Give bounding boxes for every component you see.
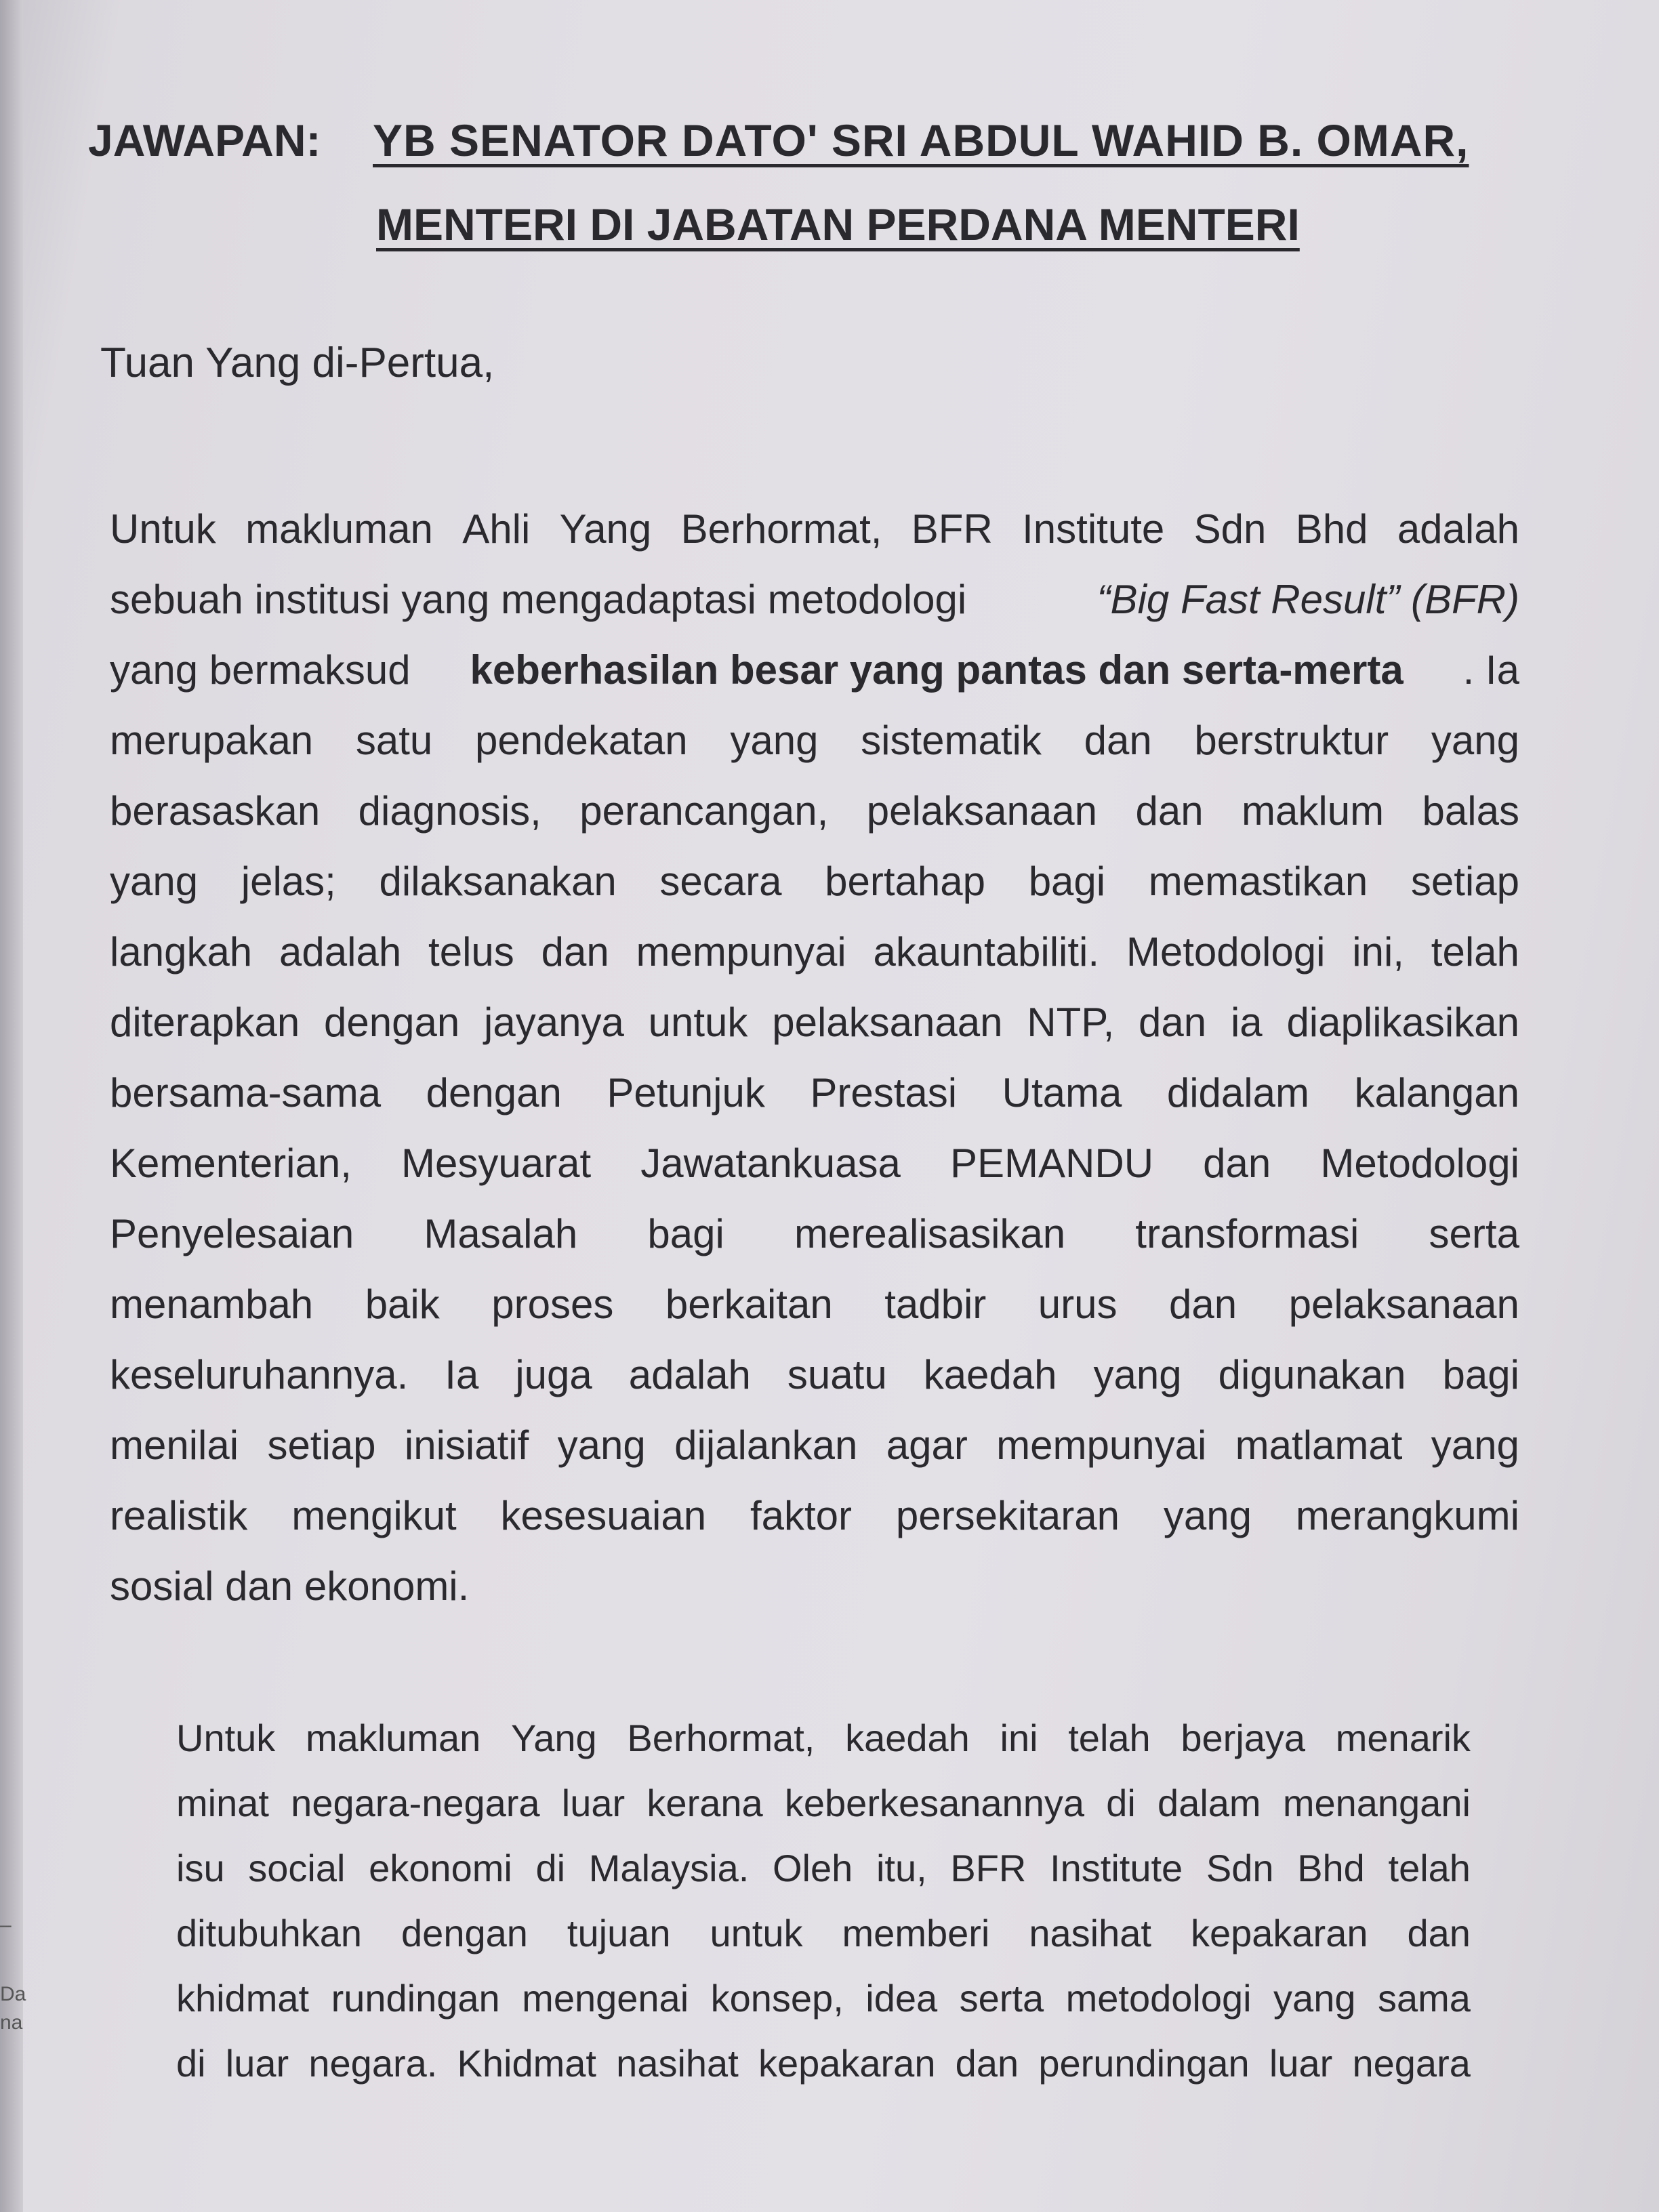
paragraph-2 [176,1705,1471,2095]
word: ini [1000,1716,1038,1759]
page-edge-shadow [0,0,23,2212]
word: maklum [1242,787,1385,834]
word: yang [1093,1351,1182,1397]
word: khidmat [176,1976,310,2020]
word: kaedah [845,1716,970,1759]
word: kaedah [923,1351,1057,1397]
word: Oleh [773,1846,853,1889]
word: rundingan [331,1976,500,2020]
word: Yang [511,1716,597,1759]
word: secara [659,858,782,904]
word: mengenai [522,1976,689,2020]
word: transformasi [1135,1210,1359,1256]
word: negara [1352,2041,1471,2085]
word: untuk [710,1911,803,1954]
word: yang [557,1422,646,1468]
word: dilaksanakan [379,858,617,904]
paragraph-line [176,1705,1471,1770]
word: social [248,1846,346,1889]
word: diagnosis, [358,787,541,834]
word: satu [355,717,433,763]
word: jelas; [241,858,336,904]
word: di [176,2041,206,2085]
paragraph-1 [110,493,1519,1621]
bold-definition: keberhasilan besar yang pantas dan serta-merta [470,647,1404,693]
word: keseluruhannya. [110,1351,409,1397]
word: setiap [267,1422,376,1468]
paragraph-line [110,493,1519,564]
word: minat [176,1781,269,1824]
paragraph-line [176,2030,1471,2095]
word: Berhormat, [680,506,882,552]
word: berasaskan [110,787,321,834]
paragraph-line [110,1128,1519,1198]
word: yang [1431,1422,1519,1468]
word: urus [1038,1281,1118,1327]
adjacent-page-fragment [0,1911,26,2037]
word: yang [1273,1976,1356,2020]
word: di [1106,1781,1136,1824]
word: Utama [1002,1069,1122,1115]
paragraph-line [110,1480,1519,1551]
text-run: . Ia [1462,647,1519,693]
word: ditubuhkan [176,1911,363,1954]
word: matlamat [1235,1422,1403,1468]
word: agar [886,1422,968,1468]
word: dalam [1158,1781,1261,1824]
word: luar [1269,2041,1333,2085]
paragraph-line [110,1551,1519,1621]
word: ini, [1352,928,1404,975]
word: Khidmat [457,2041,596,2085]
word: BFR [950,1846,1027,1889]
word: bagi [1028,858,1106,904]
word: memberi [842,1911,990,1954]
word: Malaysia. [588,1846,750,1889]
word: serta [1429,1210,1519,1256]
word: proses [491,1281,614,1327]
margin-text: Da [0,1983,26,2005]
word: pendekatan [475,717,688,763]
paragraph-line [110,1269,1519,1339]
word: setiap [1410,858,1519,904]
word: diterapkan [110,999,300,1045]
word: mempunyai [636,928,846,975]
word: telah [1431,928,1519,975]
paragraph-line [110,846,1519,916]
margin-text: na [0,2011,23,2034]
text-run: sebuah institusi yang mengadaptasi metodologi [110,576,967,622]
word: negara-negara [291,1781,540,1824]
word: itu, [876,1846,927,1889]
word: tujuan [567,1911,671,1954]
word: inisiatif [404,1422,529,1468]
word: dan [1139,999,1207,1045]
word: makluman [245,506,433,552]
word: Ahli [462,506,531,552]
word: Untuk [110,506,216,552]
salutation: Tuan Yang di-Pertua, [100,340,495,386]
word: keberkesanannya [784,1781,1084,1824]
paragraph-line [110,1410,1519,1480]
heading-minister-title: MENTERI DI JABATAN PERDANA MENTERI [376,199,1300,249]
word: merangkumi [1295,1492,1519,1538]
word: berjaya [1181,1716,1306,1759]
word: Bhd [1295,506,1368,552]
paragraph-line [176,1965,1471,2030]
word: digunakan [1218,1351,1406,1397]
word: berstruktur [1194,717,1389,763]
word: akauntabiliti. [873,928,1100,975]
word: isu [176,1846,225,1889]
word: Metodologi [1320,1140,1519,1186]
word: dijalankan [674,1422,858,1468]
paragraph-line [176,1900,1471,1965]
word: Sdn [1193,506,1267,552]
word: memastikan [1148,858,1368,904]
word: makluman [306,1716,481,1759]
word: menambah [110,1281,314,1327]
word: bertahap [825,858,986,904]
word: baik [365,1281,440,1327]
word: negara. [308,2041,438,2085]
word: adalah [1397,506,1519,552]
word: dan [1407,1911,1471,1954]
word: dengan [324,999,460,1045]
word: Yang [559,506,652,552]
word: Ia [445,1351,479,1397]
word: konsep, [710,1976,844,2020]
paragraph-line [110,705,1519,775]
word: pelaksanaan [866,787,1098,834]
word: kepakaran [758,2041,936,2085]
word: Penyelesaian [110,1210,354,1256]
word: menarik [1335,1716,1471,1759]
word: kerana [647,1781,763,1824]
word: kalangan [1354,1069,1519,1115]
text-run: yang bermaksud [110,647,411,693]
word: Metodologi [1126,928,1326,975]
word: Institute [1022,506,1165,552]
word: Kementerian, [110,1140,352,1186]
word: dan [1084,717,1152,763]
italic-term: “Big Fast Result” (BFR) [1097,576,1519,622]
word: metodologi [1065,1976,1252,2020]
word: sama [1377,1976,1471,2020]
word: berkaitan [665,1281,833,1327]
word: suatu [787,1351,887,1397]
word: yang [1431,717,1519,763]
word: Mesyuarat [401,1140,592,1186]
word: merealisasikan [794,1210,1066,1256]
word: dan [541,928,609,975]
paragraph-line [110,916,1519,987]
word: telah [1068,1716,1151,1759]
word: dan [955,2041,1019,2085]
word: pelaksanaan [772,999,1003,1045]
word: dengan [401,1911,528,1954]
paragraph-line [176,1770,1471,1835]
word: dan [1169,1281,1237,1327]
word: telus [428,928,514,975]
paragraph-line [110,1057,1519,1128]
word: dan [1135,787,1204,834]
word: perancangan, [579,787,829,834]
heading-minister-name: YB SENATOR DATO' SRI ABDUL WAHID B. OMAR, [373,115,1469,165]
word: Institute [1050,1846,1183,1889]
word: sistematik [861,717,1042,763]
word: Bhd [1297,1846,1365,1889]
paragraph-line [110,775,1519,846]
word: luar [225,2041,289,2085]
word: yang [110,858,199,904]
word: yang [730,717,819,763]
word: Berhormat, [627,1716,815,1759]
word: PEMANDU [950,1140,1154,1186]
word: adalah [628,1351,751,1397]
word: diaplikasikan [1286,999,1519,1045]
word: faktor [750,1492,852,1538]
word: pelaksanaan [1288,1281,1519,1327]
word: realistik [110,1492,248,1538]
paragraph-line [110,1198,1519,1269]
paragraph-line [176,1835,1471,1900]
word: serta [959,1976,1044,2020]
word: idea [865,1976,938,2020]
word: juga [515,1351,592,1397]
word: menangani [1282,1781,1471,1824]
word: Jawatankuasa [640,1140,901,1186]
paragraph-line [110,564,1519,634]
word: persekitaran [895,1492,1120,1538]
word: Untuk [176,1716,276,1759]
paragraph-line [110,1339,1519,1410]
heading-label: JAWAPAN: [88,115,321,165]
word: untuk [648,999,748,1045]
word: kepakaran [1190,1911,1368,1954]
word: adalah [279,928,402,975]
word: nasihat [1029,1911,1151,1954]
word: merupakan [110,717,314,763]
word: nasihat [616,2041,739,2085]
word: perundingan [1038,2041,1250,2085]
word: Prestasi [810,1069,958,1115]
text-run: sosial dan ekonomi. [110,1563,470,1609]
word: BFR [911,506,993,552]
word: di [535,1846,566,1889]
margin-dash: – [0,1914,12,1936]
word: yang [1163,1492,1252,1538]
paragraph-line [110,987,1519,1057]
word: bagi [647,1210,724,1256]
word: Sdn [1206,1846,1274,1889]
word: dan [1203,1140,1271,1186]
word: mengikut [291,1492,457,1538]
word: balas [1422,787,1519,834]
paragraph-line [110,634,1519,705]
word: bersama-sama [110,1069,382,1115]
word: ia [1230,999,1263,1045]
word: luar [561,1781,626,1824]
word: tadbir [884,1281,987,1327]
word: NTP, [1027,999,1115,1045]
word: bagi [1442,1351,1519,1397]
word: Masalah [424,1210,578,1256]
word: telah [1388,1846,1471,1889]
word: mempunyai [996,1422,1207,1468]
word: kesesuaian [500,1492,707,1538]
word: Petunjuk [607,1069,765,1115]
word: langkah [110,928,253,975]
word: dengan [426,1069,562,1115]
word: jayanya [484,999,624,1045]
word: menilai [110,1422,239,1468]
word: ekonomi [369,1846,512,1889]
word: didalam [1166,1069,1309,1115]
